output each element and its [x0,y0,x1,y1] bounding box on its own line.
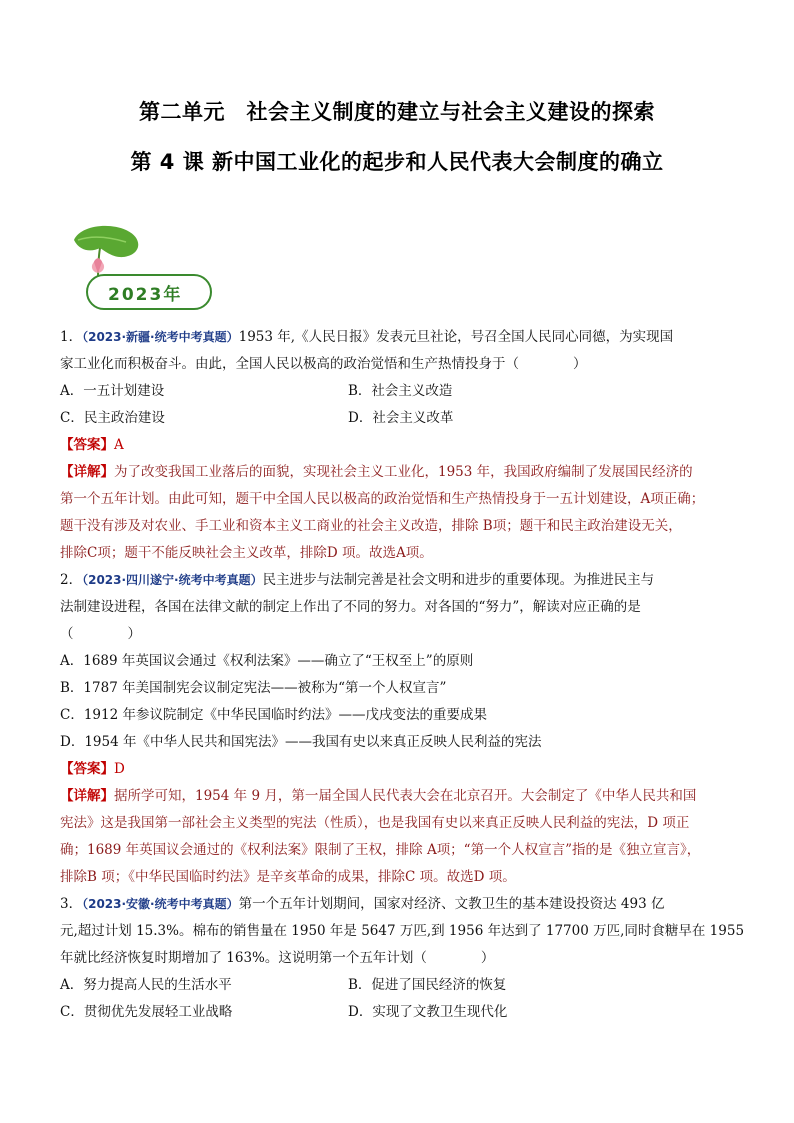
option-c: C．1912 年参议院制定《中华民国临时约法》——戊戌变法的重要成果 [60,707,487,723]
option-row [60,405,732,432]
year-badge-frame [86,274,212,310]
option-a: A．一五计划建设 [60,383,165,399]
option-a: A．1689 年英国议会通过《权利法案》——确立了“王权至上”的原则 [60,653,474,669]
answer-line [60,432,732,459]
question-stem: 法制建设进程，各国在法律文献的制定上作出了不同的努力。对各国的“努力”，解读对应正确的是 [60,599,641,615]
option-d: D．1954 年《中华人民共和国宪法》——我国有史以来真正反映人民利益的宪法 [60,734,542,750]
question-stem: 家工业化而积极奋斗。由此，全国人民以极高的政治觉悟和生产热情投身于（ ） [60,356,587,372]
question-source: （2023·四川遂宁·统考中考真题） [82,573,263,587]
question-stem: （ ） [60,626,141,642]
answer-line [60,756,732,783]
option-a: A．努力提高人民的生活水平 [60,977,232,993]
detail-line [60,459,732,486]
option-row [60,999,732,1026]
detail-text: 宪法》这是我国第一部社会主义类型的宪法（性质），也是我国有史以来真正反映人民利益的宪法，D 项正 [60,815,690,831]
year-badge [70,222,220,314]
detail-text: 第一个五年计划。由此可知，题干中全国人民以极高的政治觉悟和生产热情投身于一五计划建设，A项正确； [60,491,705,507]
unit-title: 第二单元 社会主义制度的建立与社会主义建设的探索 [139,100,655,124]
answer-value: A [114,437,124,453]
question-stem: 第一个五年计划期间，国家对经济、文教卫生的基本建设投资达 493 亿 [238,896,665,912]
option-b: B．社会主义改造 [348,383,453,399]
detail-text: 排除B 项；《中华民国临时约法》是辛亥革命的成果，排除C 项。故选D 项。 [60,869,516,885]
answer-label: 【答案】 [60,437,114,453]
question-number: 3． [60,896,83,912]
option-c: C．贯彻优先发展轻工业战略 [60,1004,233,1020]
detail-text: 据所学可知，1954 年 9 月，第一届全国人民代表大会在北京召开。大会制定了《中华人民共和国 [114,788,697,804]
question-number: 2． [60,572,83,588]
option-row [60,972,732,999]
option-b: B．促进了国民经济的恢复 [348,977,507,993]
option-b: B．1787 年美国制宪会议制定宪法——被称为“第一个人权宣言” [60,680,447,696]
option-d: D．实现了文教卫生现代化 [348,1004,508,1020]
question-source: （2023·新疆·统考中考真题） [82,330,239,344]
question-2-line-1 [60,567,732,594]
detail-label: 【详解】 [60,788,114,804]
option-d: D．社会主义改革 [348,410,454,426]
question-list [60,324,745,1026]
question-1-line-1 [60,324,732,351]
detail-text: 确；1689 年英国议会通过的《权利法案》限制了王权，排除 A项；“第一个人权宣言”指的是《独立宣言》， [60,842,701,858]
detail-text: 为了改变我国工业落后的面貌，实现社会主义工业化，1953 年，我国政府编制了发展国民经济的 [114,464,693,480]
question-3-line-1 [60,891,732,918]
detail-label: 【详解】 [60,464,114,480]
answer-value: D [114,761,125,777]
question-source: （2023·安徽·统考中考真题） [82,897,239,911]
year-badge-label: 2023年 [108,285,183,305]
lesson-title: 第 4 课 新中国工业化的起步和人民代表大会制度的确立 [130,150,664,174]
answer-label: 【答案】 [60,761,114,777]
option-c: C．民主政治建设 [60,410,165,426]
question-stem: 民主进步与法制完善是社会文明和进步的重要体现。为推进民主与 [262,572,655,588]
question-number: 1． [60,329,83,345]
question-stem: 年就比经济恢复时期增加了 163%。这说明第一个五年计划（ ） [60,950,495,966]
question-stem: 元,超过计划 15.3%。棉布的销售量在 1950 年是 5647 万匹,到 1956 年达到了 17700 万匹,同时食糖早在 1955 [60,923,745,939]
option-row [60,378,732,405]
detail-text: 题干没有涉及对农业、手工业和资本主义工商业的社会主义改造，排除 B项；题干和民主政治建设无关， [60,518,682,534]
question-stem: 1953 年,《人民日报》发表元旦社论，号召全国人民同心同德，为实现国 [238,329,674,345]
detail-line [60,783,732,810]
detail-text: 排除C项；题干不能反映社会主义改革，排除D 项。故选A项。 [60,545,433,561]
